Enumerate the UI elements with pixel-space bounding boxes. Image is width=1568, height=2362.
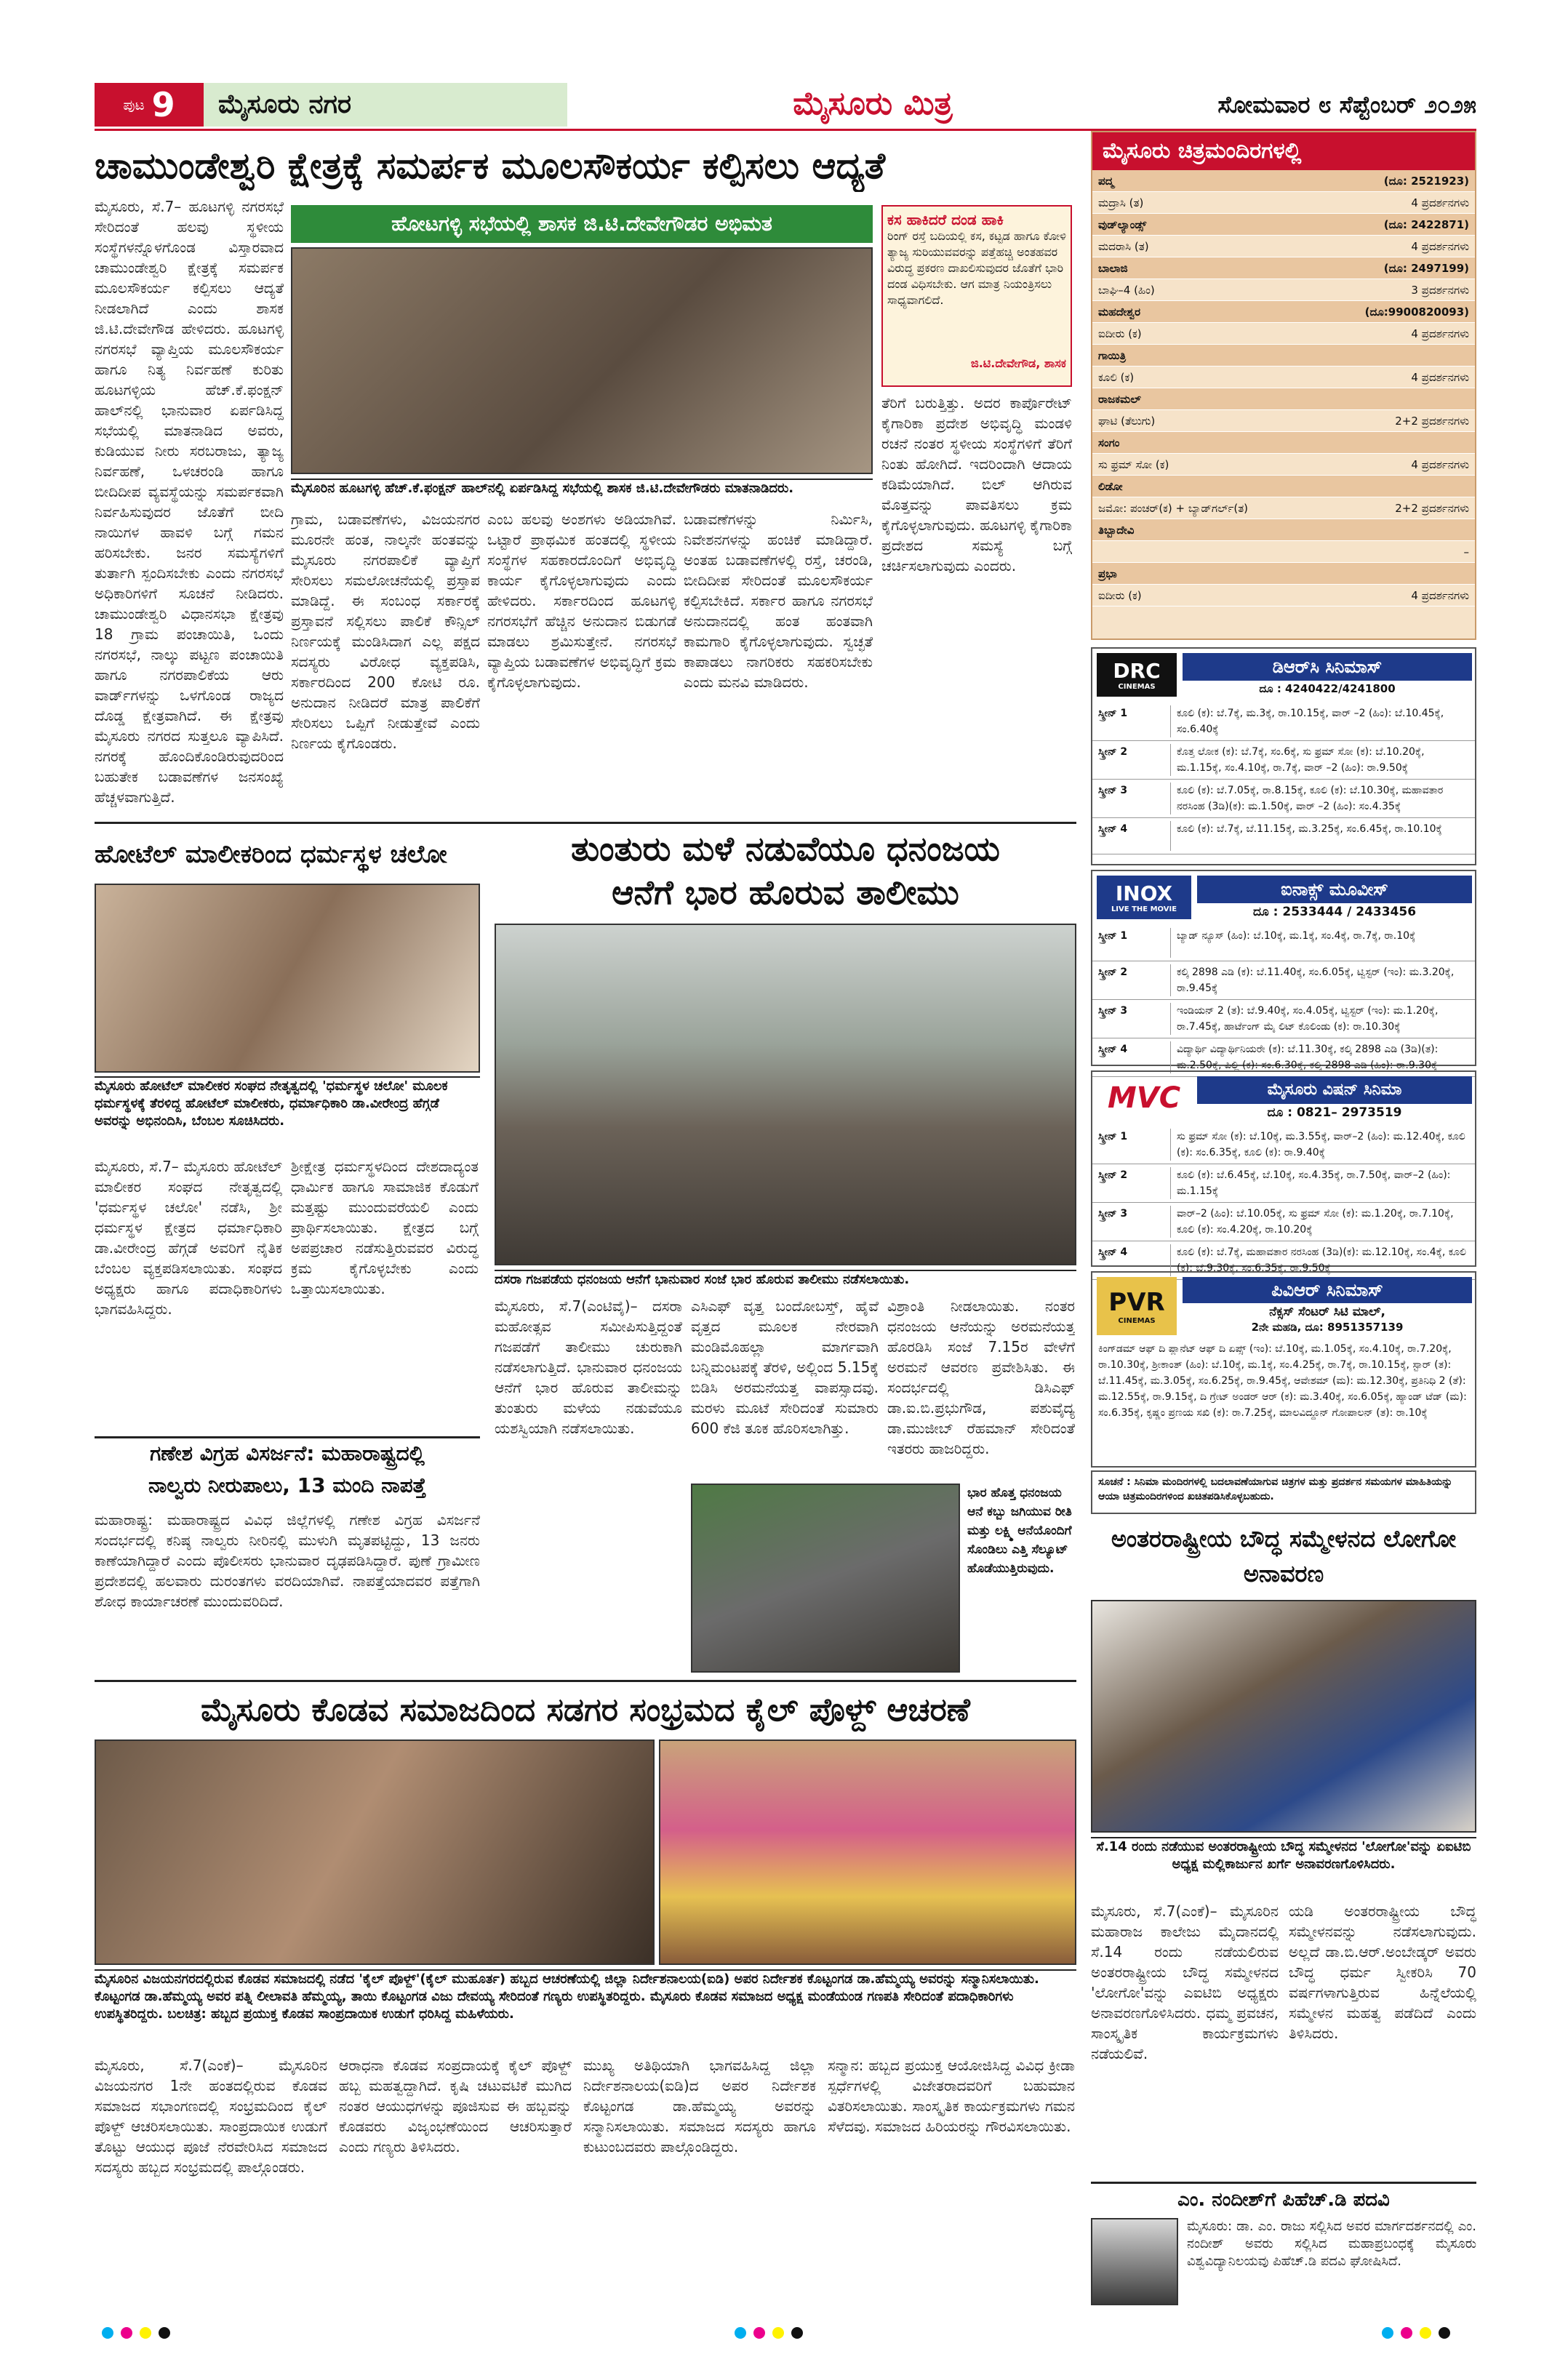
mvc-block bbox=[1091, 1070, 1476, 1274]
screen-label: ಸ್ಕ್ರೀನ್ 1 bbox=[1098, 1129, 1171, 1161]
theatre-name: ಸಂಗಂ bbox=[1098, 436, 1120, 449]
theatre-film: ಐದೀರು (ಕ) bbox=[1098, 588, 1142, 602]
lead-col-4: ಬಡಾವಣೆಗಳನ್ನು ನಿರ್ಮಿಸಿ, ನಿವೇಶನಗಳನ್ನು ಹಂಚಿಕೆ ಮಾಡಿದ್ದಾರೆ. ಅಂತಹ ಬಡಾವಣೆಗಳಲ್ಲಿ ರಸ್ತೆ, ಚರಂಡಿ, ಬೀದಿದೀಪ ಸೇರಿದಂತೆ ಮೂಲಸೌಕರ್ಯ ಕಲ್ಪಿಸಬೇಕಿದೆ. ಸರ್ಕಾರ ಹಾಗೂ ನಗರಸಭೆ ಅನುದಾನದಲ್ಲಿ ಹಂತ ಹಂತವಾಗಿ ಕಾಮಗಾರಿ ಕೈಗೊಳ್ಳಲಾಗುವುದು. ಸ್ವಚ್ಛತೆ ಕಾಪಾಡಲು ನಾಗರಿಕರು ಸಹಕರಿಸಬೇಕು ಎಂದು ಮನವಿ ಮಾಡಿದರು. bbox=[684, 511, 873, 691]
theatre-film: ಮದ್ರಾಸಿ (ತ) bbox=[1098, 196, 1144, 209]
mvc-logo: MVC bbox=[1107, 1081, 1181, 1115]
theatre-shows: 4 ಪ್ರದರ್ಶನಗಳು bbox=[1411, 370, 1469, 384]
fact-box-text: ರಿಂಗ್ ರಸ್ತೆ ಬದಿಯಲ್ಲಿ ಕಸ, ಕಟ್ಟಡ ಹಾಗೂ ಕೋಳಿ ತ್ಯಾಜ್ಯ ಸುರಿಯುವವರನ್ನು ಪತ್ತೆಹಚ್ಚಿ ಅಂತಹವರ ವಿರುದ್ಧ ಪ್ರಕರಣ ದಾಖಲಿಸುವುದರ ಜೊತೆಗೆ ಭಾರಿ ದಂಡ ವಿಧಿಸಬೇಕು. ಆಗ ಮಾತ್ರ ನಿಯಂತ್ರಿಸಲು ಸಾಧ್ಯವಾಗಲಿದೆ. bbox=[887, 229, 1066, 307]
screen-times: ವಾರ್–2 (ಹಿಂ): ಬೆ.10.05ಕ್ಕೆ, ಸು ಫ್ರಮ್ ಸೋ (ಕ): ಮ.1.20ಕ್ಕೆ, ರಾ.7.10ಕ್ಕೆ, ಕೂಲಿ (ಕ): ಸಂ.4.20ಕ್ಕೆ, ರಾ.10.20ಕ್ಕೆ bbox=[1177, 1208, 1454, 1236]
kodava-photo-1 bbox=[95, 1740, 655, 1965]
theatre-name: ವುಡ್‌ಲ್ಯಾಂಡ್ಸ್ bbox=[1098, 217, 1147, 231]
elephant-col-3: ವಿಶ್ರಾಂತಿ ನೀಡಲಾಯಿತು. ನಂತರ ಧನಂಜಯ ಆನೆಯನ್ನು ಅರಮನೆಯತ್ತ ಹೊರಡಿಸಿ ಸಂಜೆ 7.15ರ ವೇಳೆಗೆ ಅರಮನೆ ಆವರಣ ಪ್ರವೇಶಿಸಿತು. ಈ ಸಂದರ್ಭದಲ್ಲಿ ಡಿಸಿಎಫ್ ಡಾ.ಐ.ಬಿ.ಪ್ರಭುಗೌಡ, ಪಶುವೈದ್ಯ ಡಾ.ಮುಜೀಬ್ ರೆಹಮಾನ್ ಸೇರಿದಂತೆ ಇತರರು ಹಾಜರಿದ್ದರು. bbox=[887, 1297, 1075, 1457]
screen-times: ಕೂಲಿ (ಕ): ಬೆ.7ಕ್ಕೆ, ಬೆ.11.15ಕ್ಕೆ, ಮ.3.25ಕ್ಕೆ, ಸಂ.6.45ಕ್ಕೆ, ರಾ.10.10ಕ್ಕೆ bbox=[1177, 823, 1442, 835]
screen-row bbox=[1092, 1203, 1475, 1241]
screen-times: ವಿದ್ಯಾರ್ಥಿ ವಿದ್ಯಾರ್ಥಿನಿಯರೇ (ಕ): ಬೆ.11.30ಕ್ಕೆ, ಕಲ್ಕಿ 2898 ಎಡಿ (3ಡಿ)(ತ): ಮ.2.50ಕ್ಕೆ, ಪಿಲ್ಲಿ (ಕ): ಸಂ.6.30ಕ್ಕೆ, ಕಲ್ಕಿ 2898 ಎಡಿ (ಹಿಂ): ರಾ.9.30ಕ್ಕೆ bbox=[1177, 1044, 1439, 1071]
kodava-photo-2 bbox=[659, 1740, 1076, 1965]
screen-times: ಇಂಡಿಯನ್ 2 (ತ): ಬೆ.9.40ಕ್ಕೆ, ಸಂ.4.05ಕ್ಕೆ, ಟ್ವಿಸ್ಟರ್ (ಇಂ): ಮ.1.20ಕ್ಕೆ, ರಾ.7.45ಕ್ಕೆ, ಹಾರ್ಟೆಂಗ್ ಮೈ ಲಿಟ್ ಕೊಲಿಂಡು (ಕ): ರಾ.10.30ಕ್ಕೆ bbox=[1177, 1005, 1439, 1033]
phd-headline: ಎಂ. ನಂದೀಶ್‌ಗೆ ಪಿಹೆಚ್.ಡಿ ಪದವಿ bbox=[1091, 2182, 1476, 2214]
theatre-show-row bbox=[1092, 323, 1475, 345]
screen-label: ಸ್ಕ್ರೀನ್ 2 bbox=[1098, 1167, 1171, 1199]
pvr-logo bbox=[1097, 1277, 1177, 1335]
inox-schedule bbox=[1092, 925, 1475, 1077]
theatre-film: ಸು ಫ್ರಮ್ ಸೋ (ಕ) bbox=[1098, 457, 1169, 471]
issue-date: ಸೋಮವಾರ ೮ ಸೆಪ್ಟೆಂಬರ್ ೨೦೨೫ bbox=[1217, 91, 1476, 119]
lead-fact-box bbox=[881, 205, 1072, 387]
theatre-name-row bbox=[1092, 257, 1475, 279]
elephant-col-2: ಎಸಿಎಫ್ ವೃತ್ತ ಬಂದೋಬಸ್ತ್, ಹೈವೆ ವೃತ್ತದ ಮೂಲಕ ನೇರವಾಗಿ ಮಂಡಿಮೊಹಲ್ಲಾ ಮಾರ್ಗವಾಗಿ ಬನ್ನಿಮಂಟಪಕ್ಕೆ ತೆರಳಿ, ಅಲ್ಲಿಂದ 5.15ಕ್ಕೆ ಬಿಡಿಸಿ ಅರಮನೆಯತ್ತ ವಾಪಸ್ಸಾದವು. ಮರಳು ಮೂಟೆ ಸೇರಿದಂತೆ ಸುಮಾರು 600 ಕೆಜಿ ತೂಕ ಹೊರಿಸಲಾಗಿತ್ತು. bbox=[691, 1297, 879, 1437]
kodava-caption: ಮೈಸೂರಿನ ವಿಜಯನಗರದಲ್ಲಿರುವ ಕೊಡವ ಸಮಾಜದಲ್ಲಿ ನಡೆದ 'ಕೈಲ್ ಪೊಳ್ದ್'(ಕೈಲ್ ಮುಹೂರ್ತ) ಹಬ್ಬದ ಆಚರಣೆಯಲ್ಲಿ ಜಿಲ್ಲಾ ನಿರ್ದೇಶನಾಲಯ(ಐಡಿ) ಅಪರ ನಿರ್ದೇಶಕ ಕೊಟ್ಟಂಗಡ ಡಾ.ಹೆಮ್ಮಯ್ಯ ಅವರನ್ನು ಸನ್ಮಾನಿಸಲಾಯಿತು. ಕೊಟ್ಟಂಗಡ ಡಾ.ಹೆಮ್ಮಯ್ಯ ಅವರ ಪತ್ನಿ ಲೀಲಾವತಿ ಹೆಮ್ಮಯ್ಯ, ತಾಯಿ ಕೊಟ್ಟಂಗಡ ವಿಜು ದೇವಯ್ಯ ಸೇರಿದಂತೆ ಗಣ್ಯರು ಉಪಸ್ಥಿತರಿದ್ದರು. ಮೈಸೂರು ಕೊಡವ ಸಮಾಜದ ಅಧ್ಯಕ್ಷ ಮಂಡೆಯಂಡ ಗಣಪತಿ ಸೇರಿದಂತೆ ಪದಾಧಿಕಾರಿಗಳು ಉಪಸ್ಥಿತರಿದ್ದರು. ಬಲಚಿತ್ರ: ಹಬ್ಬದ ಪ್ರಯುಕ್ತ ಕೊಡವ ಸಾಂಪ್ರದಾಯಿಕ ಉಡುಗೆ ಧರಿಸಿದ್ದ ಮಹಿಳೆಯರು. bbox=[95, 1969, 1076, 2049]
theatre-shows: 4 ಪ್ರದರ್ಶನಗಳು bbox=[1411, 239, 1469, 253]
inox-block bbox=[1091, 870, 1476, 1071]
lead-col-5: ತೆರಿಗೆ ಬರುತ್ತಿತ್ತು. ಅದರ ಕಾರ್ಪೊರೇಟ್ ಕೈಗಾರಿಕಾ ಪ್ರದೇಶ ಅಭಿವೃದ್ಧಿ ಮಂಡಳಿ ರಚನೆ ನಂತರ ಸ್ಥಳೀಯ ಸಂಸ್ಥೆಗಳಿಗೆ ತೆರಿಗೆ ನಿಂತು ಹೋಗಿದೆ. ಇದರಿಂದಾಗಿ ಆದಾಯ ಕಡಿಮೆಯಾಗಿದೆ. ಬಿಲ್ ಆಗಿರುವ ಮೊತ್ತವನ್ನು ಪಾವತಿಸಲು ಕ್ರಮ ಕೈಗೊಳ್ಳಲಾಗುವುದು. ಹೂಟಗಳ್ಳಿ ಕೈಗಾರಿಕಾ ಪ್ರದೇಶದ ಸಮಸ್ಯೆ ಬಗ್ಗೆ ಚರ್ಚಿಸಲಾಗುವುದು ಎಂದರು. bbox=[881, 394, 1072, 575]
registration-marks-center bbox=[735, 2327, 810, 2342]
screen-label: ಸ್ಕ್ರೀನ್ 4 bbox=[1098, 821, 1171, 851]
elephant-photo-2 bbox=[691, 1484, 960, 1673]
theatre-shows: 4 ಪ್ರದರ್ಶನಗಳು bbox=[1411, 196, 1469, 209]
pvr-address: ನೆಕ್ಸಸ್ ಸೆಂಟರ್ ಸಿಟಿ ಮಾಲ್, bbox=[1269, 1305, 1385, 1319]
cinema-note: ಸೂಚನೆ : ಸಿನಿಮಾ ಮಂದಿರಗಳಲ್ಲಿ ಬದಲಾವಣೆಯಾಗುವ ಚಿತ್ರಗಳ ಮತ್ತು ಪ್ರದರ್ಶನ ಸಮಯಗಳ ಮಾಹಿತಿಯನ್ನು ಆಯಾ ಚಿತ್ರಮಂದಿರಗಳಿಂದ ಖಚಿತಪಡಿಸಿಕೊಳ್ಳಬಹುದು. bbox=[1091, 1470, 1476, 1514]
elephant-caption: ದಸರಾ ಗಜಪಡೆಯ ಧನಂಜಯ ಆನೆಗೆ ಭಾನುವಾರ ಸಂಜೆ ಭಾರ ಹೊರುವ ತಾಲೀಮು ನಡೆಸಲಾಯಿತು. bbox=[495, 1270, 1076, 1292]
cinema-title: ಮೈಸೂರು ಚಿತ್ರಮಂದಿರಗಳಲ್ಲಿ bbox=[1092, 132, 1475, 170]
kodava-col-2: ಆರಾಧನಾ ಕೊಡವ ಸಂಪ್ರದಾಯಕ್ಕೆ ಕೈಲ್ ಪೊಳ್ದ್ ಹಬ್ಬ ಮಹತ್ವದ್ದಾಗಿದೆ. ಕೃಷಿ ಚಟುವಟಿಕೆ ಮುಗಿದ ನಂತರ ಆಯುಧಗಳನ್ನು ಪೂಜಿಸುವ ಈ ಹಬ್ಬವನ್ನು ಕೊಡವರು ವಿಜೃಂಭಣೆಯಿಂದ ಆಚರಿಸುತ್ತಾರೆ ಎಂದು ಗಣ್ಯರು ತಿಳಿಸಿದರು. bbox=[339, 2057, 572, 2155]
theatre-name: ತಿಬ್ಬಾದೇವಿ bbox=[1098, 523, 1135, 537]
theatre-name-row bbox=[1092, 170, 1475, 192]
buddha-photo bbox=[1091, 1600, 1476, 1833]
theatre-shows: 2+2 ಪ್ರದರ್ಶನಗಳು bbox=[1395, 414, 1469, 428]
lead-col-3: ಎಂಬ ಹಲವು ಅಂಶಗಳು ಅಡಿಯಾಗಿವೆ. ಒಟ್ಟಾರೆ ಪ್ರಾಥಮಿಕ ಹಂತದಲ್ಲಿ ಸ್ಥಳೀಯ ಸಂಸ್ಥೆಗಳ ಸಹಕಾರದೊಂದಿಗೆ ಅಭಿವೃದ್ಧಿ ಕಾರ್ಯ ಕೈಗೊಳ್ಳಲಾಗುವುದು ಎಂದು ಹೇಳಿದರು. ಸರ್ಕಾರದಿಂದ ಹೂಟಗಳ್ಳಿ ನಗರಸಭೆಗೆ ಹೆಚ್ಚಿನ ಅನುದಾನ ಬಿಡುಗಡೆ ಮಾಡಲು ಶ್ರಮಿಸುತ್ತೇನೆ. ನಗರಸಭೆ ವ್ಯಾಪ್ತಿಯ ಬಡಾವಣೆಗಳ ಅಭಿವೃದ್ಧಿಗೆ ಕ್ರಮ ಕೈಗೊಳ್ಳಲಾಗುವುದು. bbox=[487, 511, 676, 691]
ganesha-headline-1: ಗಣೇಶ ವಿಗ್ರಹ ವಿಸರ್ಜನೆ: ಮಹಾರಾಷ್ಟ್ರದಲ್ಲಿ bbox=[150, 1441, 425, 1465]
lead-photo-caption: ಮೈಸೂರಿನ ಹೂಟಗಳ್ಳಿ ಹೆಚ್.ಕೆ.ಫಂಕ್ಷನ್ ಹಾಲ್‌ನಲ್ಲಿ ಏರ್ಪಡಿಸಿದ್ದ ಸಭೆಯಲ್ಲಿ ಶಾಸಕ ಜಿ.ಟಿ.ದೇವೇಗೌಡರು ಮಾತನಾಡಿದರು. bbox=[291, 479, 873, 503]
inox-logo-text: INOX bbox=[1115, 881, 1173, 905]
section-title: ಮೈಸೂರು ನಗರ bbox=[204, 83, 567, 127]
screen-times: ಕೂಲಿ (ಕ): ಬೆ.7ಕ್ಕೆ, ಮಹಾವತಾರ ನರಸಿಂಹ (3ಡಿ)(ಕ): ಮ.12.10ಕ್ಕೆ, ಸಂ.4ಕ್ಕೆ, ಕೂಲಿ (ಕ): ಬೆ.9.30ಕ್ಕೆ, ಸಂ.6.35ಕ್ಕೆ, ರಾ.9.50ಕ್ಕೆ bbox=[1177, 1246, 1466, 1274]
screen-row bbox=[1092, 741, 1475, 780]
divider bbox=[95, 1436, 480, 1438]
inox-phone: ದೂ : 2533444 / 2433456 bbox=[1252, 905, 1417, 919]
theatre-show-row bbox=[1092, 192, 1475, 214]
screen-row bbox=[1092, 818, 1475, 854]
page-number-badge bbox=[95, 83, 204, 127]
cinema-panel bbox=[1091, 131, 1476, 640]
drc-logo bbox=[1097, 653, 1177, 697]
pvr-logo-text: PVR bbox=[1108, 1287, 1165, 1317]
theatre-show-row bbox=[1092, 497, 1475, 519]
theatre-name: ಮಹದೇಶ್ವರ bbox=[1098, 305, 1141, 319]
screen-row bbox=[1092, 1000, 1475, 1038]
theatre-name-row bbox=[1092, 563, 1475, 585]
drc-schedule bbox=[1092, 702, 1475, 854]
theatre-film: ಜಮೋ: ಪಂಚರ್(ಕ) + ಬ್ಯಾಡ್‌ಗರ್ಲ್(ತ) bbox=[1098, 501, 1249, 515]
phd-portrait bbox=[1091, 2218, 1178, 2305]
screen-row bbox=[1092, 702, 1475, 741]
lead-col-1: ಮೈಸೂರು, ಸೆ.7– ಹೂಟಗಳ್ಳಿ ನಗರಸಭೆ ಸೇರಿದಂತೆ ಹಲವು ಸ್ಥಳೀಯ ಸಂಸ್ಥೆಗಳನ್ನೊಳಗೊಂಡ ವಿಸ್ತಾರವಾದ ಚಾಮುಂಡೇಶ್ವರಿ ಕ್ಷೇತ್ರಕ್ಕೆ ಸಮರ್ಪಕ ಮೂಲಸೌಕರ್ಯ ಕಲ್ಪಿಸಲು ಆದ್ಯತೆ ನೀಡಲಾಗಿದೆ ಎಂದು ಶಾಸಕ ಜಿ.ಟಿ.ದೇವೇಗೌಡ ಹೇಳಿದರು. ಹೂಟಗಳ್ಳಿ ನಗರಸಭೆ ವ್ಯಾಪ್ತಿಯ ಮೂಲಸೌಕರ್ಯ ಹಾಗೂ ನಿತ್ಯ ನಿರ್ವಹಣೆ ಕುರಿತು ಹೂಟಗಳ್ಳಿಯ ಹೆಚ್.ಕೆ.ಫಂಕ್ಷನ್ ಹಾಲ್‌ನಲ್ಲಿ ಭಾನುವಾರ ಏರ್ಪಡಿಸಿದ್ದ ಸಭೆಯಲ್ಲಿ ಮಾತನಾಡಿದ ಅವರು, ಕುಡಿಯುವ ನೀರು ಸರಬರಾಜು, ತ್ಯಾಜ್ಯ ನಿರ್ವಹಣೆ, ಒಳಚರಂಡಿ ಹಾಗೂ ಬೀದಿದೀಪ ವ್ಯವಸ್ಥೆಯನ್ನು ಸಮರ್ಪಕವಾಗಿ ನಿರ್ವಹಿಸುವುದರ ಜೊತೆಗೆ ಬೀದಿ ನಾಯಿಗಳ ಹಾವಳಿ ಬಗ್ಗೆ ಗಮನ ಹರಿಸಬೇಕು. ಜನರ ಸಮಸ್ಯೆಗಳಿಗೆ ತುರ್ತಾಗಿ ಸ್ಪಂದಿಸಬೇಕು ಎಂದು ನಗರಸಭೆ ಅಧಿಕಾರಿಗಳಿಗೆ ಸೂಚನೆ ನೀಡಿದರು. ಚಾಮುಂಡೇಶ್ವರಿ ವಿಧಾನಸಭಾ ಕ್ಷೇತ್ರವು 18 ಗ್ರಾಮ ಪಂಚಾಯಿತಿ, ಒಂದು ನಗರಸಭೆ, ನಾಲ್ಕು ಪಟ್ಟಣ ಪಂಚಾಯಿತಿ ಹಾಗೂ ನಗರಪಾಲಿಕೆಯ ಆರು ವಾರ್ಡ್‌ಗಳನ್ನು ಒಳಗೊಂಡ ರಾಜ್ಯದ ದೊಡ್ಡ ಕ್ಷೇತ್ರವಾಗಿದೆ. ಈ ಕ್ಷೇತ್ರವು ಮೈಸೂರು ನಗರದ ಸುತ್ತಲೂ ವ್ಯಾಪಿಸಿದೆ. ನಗರಕ್ಕೆ ಹೊಂದಿಕೊಂಡಿರುವುದರಿಂದ ಬಹುತೇಕ ಬಡಾವಣೆಗಳ ಜನಸಂಖ್ಯೆ ಹೆಚ್ಚಳವಾಗುತ್ತಿದೆ. bbox=[95, 198, 284, 806]
screen-times: ಕಲ್ಕಿ 2898 ಎಡಿ (ಕ): ಬೆ.11.40ಕ್ಕೆ, ಸಂ.6.05ಕ್ಕೆ, ಟ್ವಿಸ್ಟರ್ (ಇಂ): ಮ.3.20ಕ್ಕೆ, ರಾ.9.45ಕ್ಕೆ bbox=[1177, 966, 1455, 994]
screen-times: ಕೂಲಿ (ಕ): ಬೆ.6.45ಕ್ಕೆ, ಬೆ.10ಕ್ಕೆ, ಸಂ.4.35ಕ್ಕೆ, ರಾ.7.50ಕ್ಕೆ, ವಾರ್–2 (ಹಿಂ): ಮ.1.15ಕ್ಕೆ bbox=[1177, 1169, 1451, 1197]
elephant-headline-2: ಆನೆಗೆ ಭಾರ ಹೊರುವ ತಾಲೀಮು bbox=[612, 873, 959, 912]
hotel-caption: ಮೈಸೂರು ಹೋಟೆಲ್ ಮಾಲೀಕರ ಸಂಘದ ನೇತೃತ್ವದಲ್ಲಿ 'ಧರ್ಮಸ್ಥಳ ಚಲೋ' ಮೂಲಕ ಧರ್ಮಸ್ಥಳಕ್ಕೆ ತೆರಳಿದ್ದ ಹೋಟೆಲ್ ಮಾಲೀಕರು, ಧರ್ಮಾಧಿಕಾರಿ ಡಾ.ವೀರೇಂದ್ರ ಹೆಗ್ಗಡೆ ಅವರನ್ನು ಅಭಿನಂದಿಸಿ, ಬೆಂಬಲ ಸೂಚಿಸಿದರು. bbox=[95, 1076, 480, 1149]
registration-marks-left bbox=[102, 2327, 177, 2342]
lead-headline: ಚಾಮುಂಡೇಶ್ವರಿ ಕ್ಷೇತ್ರಕ್ಕೆ ಸಮರ್ಪಕ ಮೂಲಸೌಕರ್ಯ ಕಲ್ಪಿಸಲು ಆದ್ಯತೆ bbox=[95, 145, 886, 187]
theatre-name: ಗಾಯಿತ್ರಿ bbox=[1098, 348, 1127, 362]
lead-photo bbox=[291, 247, 873, 474]
drc-logo-text: DRC bbox=[1113, 659, 1161, 683]
registration-marks-right bbox=[1382, 2327, 1457, 2342]
pvr-block bbox=[1091, 1271, 1476, 1468]
elephant-photo bbox=[495, 924, 1076, 1265]
theatre-film: ಮದರಾಸಿ (ತ) bbox=[1098, 239, 1149, 253]
theatre-shows: 4 ಪ್ರದರ್ಶನಗಳು bbox=[1411, 327, 1469, 340]
screen-row bbox=[1092, 780, 1475, 818]
mvc-schedule bbox=[1092, 1126, 1475, 1280]
mvc-phone: ದೂ : 0821– 2973519 bbox=[1267, 1105, 1402, 1120]
theatre-name-row bbox=[1092, 476, 1475, 497]
pvr-phone: 2ನೇ ಮಹಡಿ, ದೂ: 8951357139 bbox=[1251, 1321, 1404, 1334]
pvr-schedule: ಕಿಂಗ್‌ಡಮ್ ಆಫ್ ದಿ ಪ್ಲಾನೆಟ್ ಆಫ್ ದಿ ಏಪ್ಸ್ (ಇಂ): ಬೆ.10ಕ್ಕೆ, ಮ.1.05ಕ್ಕೆ, ಸಂ.4.10ಕ್ಕೆ, ರಾ.7.20ಕ್ಕೆ, ರಾ.10.30ಕ್ಕೆ, ಶ್ರೀಕಾಂತ್ (ಹಿಂ): ಬೆ.10ಕ್ಕೆ, ಮ.1ಕ್ಕೆ, ಸಂ.4.25ಕ್ಕೆ, ರಾ.7ಕ್ಕೆ, ರಾ.10.15ಕ್ಕೆ, ಸ್ಟಾರ್ (ತ): ಬೆ.11.45ಕ್ಕೆ, ಮ.3.05ಕ್ಕೆ, ಸಂ.6.25ಕ್ಕೆ, ರಾ.9.45ಕ್ಕೆ, ಆವೇಶಮ್ (ಮ): ಮ.12.30ಕ್ಕೆ, ಪ್ರತಿನಿಧಿ 2 (ತೆ): ಮ.12.55ಕ್ಕೆ, ರಾ.9.15ಕ್ಕೆ, ದಿ ಗ್ರೇಟ್ ಅಂಡರ್ ಆರ್ (ಕ): ಮ.3.40ಕ್ಕೆ, ಸಂ.6.05ಕ್ಕೆ, ಹ್ಯಾಂಡ್ ಟೆಡ್ (ಮ): ಸಂ.6.35ಕ್ಕೆ, ಕೃಷ್ಣಂ ಪ್ರಣಯ ಸಖಿ (ಕ): ರಾ.7.25ಕ್ಕೆ, ಮಾಲವಿದ್ದೂನ್ ಗೋಪಾಲನ್ (ತ): ರಾ.10ಕ್ಕೆ bbox=[1098, 1343, 1467, 1419]
drc-block bbox=[1091, 647, 1476, 865]
theatre-shows: 4 ಪ್ರದರ್ಶನಗಳು bbox=[1411, 457, 1469, 471]
screen-times: ಕೂಲಿ (ಕ): ಬೆ.7ಕ್ಕೆ, ಮ.3ಕ್ಕೆ, ರಾ.10.15ಕ್ಕೆ, ವಾರ್ –2 (ಹಿಂ): ಬೆ.10.45ಕ್ಕೆ, ಸಂ.6.40ಕ್ಕೆ bbox=[1177, 708, 1444, 735]
theatre-name-row bbox=[1092, 214, 1475, 236]
hotel-headline: ಹೋಟೆಲ್ ಮಾಲೀಕರಿಂದ ಧರ್ಮಸ್ಥಳ ಚಲೋ bbox=[95, 840, 447, 869]
theatre-film: ಘಾಟಿ (ತೆಲುಗು) bbox=[1098, 414, 1156, 428]
screen-label: ಸ್ಕ್ರೀನ್ 1 bbox=[1098, 705, 1171, 737]
theatre-name-row bbox=[1092, 388, 1475, 410]
elephant-headline-1: ತುಂತುರು ಮಳೆ ನಡುವೆಯೂ ಧನಂಜಯ bbox=[571, 829, 1000, 868]
theatre-phone: (ದೂ:9900820093) bbox=[1364, 305, 1469, 319]
theatre-shows: 2+2 ಪ್ರದರ್ಶನಗಳು bbox=[1395, 501, 1469, 515]
kodava-col-4: ಸನ್ಮಾನ: ಹಬ್ಬದ ಪ್ರಯುಕ್ತ ಆಯೋಜಿಸಿದ್ದ ವಿವಿಧ ಕ್ರೀಡಾ ಸ್ಪರ್ಧೆಗಳಲ್ಲಿ ವಿಜೇತರಾದವರಿಗೆ ಬಹುಮಾನ ವಿತರಿಸಲಾಯಿತು. ಸಾಂಸ್ಕೃತಿಕ ಕಾರ್ಯಕ್ರಮಗಳು ಗಮನ ಸೆಳೆದವು. ಸಮಾಜದ ಹಿರಿಯರನ್ನು ಗೌರವಿಸಲಾಯಿತು. bbox=[828, 2057, 1075, 2135]
inox-name: ಐನಾಕ್ಸ್ ಮೂವೀಸ್ bbox=[1197, 876, 1472, 903]
inox-logo bbox=[1097, 876, 1191, 919]
page-label: ಪುಟ bbox=[123, 96, 145, 113]
screen-label: ಸ್ಕ್ರೀನ್ 3 bbox=[1098, 1003, 1171, 1035]
phd-text: ಮೈಸೂರು: ಡಾ. ಎಂ. ರಾಜು ಸಲ್ಲಿಸಿದ ಅವರ ಮಾರ್ಗದರ್ಶನದಲ್ಲಿ ಎಂ. ನಂದೀಶ್ ಅವರು ಸಲ್ಲಿಸಿದ ಮಹಾಪ್ರಬಂಧಕ್ಕೆ ಮೈಸೂರು ವಿಶ್ವವಿದ್ಯಾನಿಲಯವು ಪಿಹೆಚ್.ಡಿ ಪದವಿ ಘೋಷಿಸಿದೆ. bbox=[1187, 2219, 1476, 2269]
screen-label: ಸ್ಕ್ರೀನ್ 3 bbox=[1098, 782, 1171, 814]
buddha-caption: ಸೆ.14 ರಂದು ನಡೆಯುವ ಅಂತರರಾಷ್ಟ್ರೀಯ ಬೌದ್ಧ ಸಮ್ಮೇಳನದ 'ಲೋಗೋ'ವನ್ನು ಏಐಟಿಬಿ ಅಧ್ಯಕ್ಷ ಮಲ್ಲಿಕಾರ್ಜುನ ಖರ್ಗೆ ಅನಾವರಣಗೊಳಿಸಿದರು. bbox=[1091, 1837, 1476, 1895]
fact-box-title: ಕಸ ಹಾಕಿದರೆ ದಂಡ ಹಾಕಿ bbox=[887, 211, 1004, 228]
page-number: 9 bbox=[151, 85, 175, 124]
theatre-show-row bbox=[1092, 279, 1475, 301]
pvr-name: ಪಿವಿಆರ್ ಸಿನಿಮಾಸ್ bbox=[1183, 1277, 1472, 1303]
pvr-logo-sub: CINEMAS bbox=[1118, 1316, 1156, 1325]
ganesha-headline-2: ನಾಲ್ವರು ನೀರುಪಾಲು, 13 ಮಂದಿ ನಾಪತ್ತೆ bbox=[148, 1473, 426, 1497]
lead-col-2: ಗ್ರಾಮ, ಬಡಾವಣೆಗಳು, ವಿಜಯನಗರ ಮೂರನೇ ಹಂತ, ನಾಲ್ಕನೇ ಹಂತವನ್ನು ಮೈಸೂರು ನಗರಪಾಲಿಕೆ ವ್ಯಾಪ್ತಿಗೆ ಸೇರಿಸಲು ಸಮಲೋಚನೆಯಲ್ಲಿ ಪ್ರಸ್ತಾಪ ಮಾಡಿದ್ದೆ. ಈ ಸಂಬಂಧ ಸರ್ಕಾರಕ್ಕೆ ಪ್ರಸ್ತಾವನೆ ಸಲ್ಲಿಸಲು ಪಾಲಿಕೆ ಕೌನ್ಸಿಲ್ ನಿರ್ಣಯಕ್ಕೆ ಮಂಡಿಸಿದಾಗ ಎಲ್ಲ ಪಕ್ಷದ ಸದಸ್ಯರು ವಿರೋಧ ವ್ಯಕ್ತಪಡಿಸಿ, ಸರ್ಕಾರದಿಂದ 200 ಕೋಟಿ ರೂ. ಅನುದಾನ ನೀಡಿದರೆ ಮಾತ್ರ ಪಾಲಿಕೆಗೆ ಸೇರಿಸಲು ಒಪ್ಪಿಗೆ ನೀಡುತ್ತೇವೆ ಎಂದು ನಿರ್ಣಯ ಕೈಗೊಂಡರು. bbox=[291, 511, 480, 752]
kodava-col-3: ಮುಖ್ಯ ಅತಿಥಿಯಾಗಿ ಭಾಗವಹಿಸಿದ್ದ ಜಿಲ್ಲಾ ನಿರ್ದೇಶನಾಲಯ(ಐಡಿ)ದ ಅಪರ ನಿರ್ದೇಶಕ ಕೊಟ್ಟಂಗಡ ಡಾ.ಹೆಮ್ಮಯ್ಯ ಅವರನ್ನು ಸನ್ಮಾನಿಸಲಾಯಿತು. ಸಮಾಜದ ಸದಸ್ಯರು ಹಾಗೂ ಕುಟುಂಬದವರು ಪಾಲ್ಗೊಂಡಿದ್ದರು. bbox=[583, 2057, 816, 2155]
theatre-phone: (ದೂ: 2422871) bbox=[1383, 217, 1469, 231]
theatre-list bbox=[1092, 170, 1475, 606]
hotel-col-2: ಶ್ರೀಕ್ಷೇತ್ರ ಧರ್ಮಸ್ಥಳದಿಂದ ದೇಶದಾದ್ಯಂತ ಧಾರ್ಮಿಕ ಹಾಗೂ ಸಾಮಾಜಿಕ ಕೊಡುಗೆ ಮತ್ತಷ್ಟು ಮುಂದುವರೆಯಲಿ ಎಂದು ಪ್ರಾರ್ಥಿಸಲಾಯಿತು. ಕ್ಷೇತ್ರದ ಬಗ್ಗೆ ಅಪಪ್ರಚಾರ ನಡೆಸುತ್ತಿರುವವರ ವಿರುದ್ಧ ಕ್ರಮ ಕೈಗೊಳ್ಳಬೇಕು ಎಂದು ಒತ್ತಾಯಿಸಲಾಯಿತು. bbox=[291, 1158, 479, 1297]
theatre-show-row bbox=[1092, 454, 1475, 476]
theatre-film: ಬಾಘಿ–4 (ಹಿಂ) bbox=[1098, 283, 1155, 297]
lead-subhead: ಹೋಟಗಳ್ಳಿ ಸಭೆಯಲ್ಲಿ ಶಾಸಕ ಜಿ.ಟಿ.ದೇವೇಗೌಡರ ಅಭಿಮತ bbox=[291, 205, 873, 243]
screen-label: ಸ್ಕ್ರೀನ್ 2 bbox=[1098, 744, 1171, 776]
hotel-photo bbox=[95, 884, 480, 1073]
screen-times: ಸು ಫ್ರಮ್ ಸೋ (ಕ): ಬೆ.10ಕ್ಕೆ, ಮ.3.55ಕ್ಕೆ, ವಾರ್–2 (ಹಿಂ): ಮ.12.40ಕ್ಕೆ, ಕೂಲಿ (ಕ): ಸಂ.6.35ಕ್ಕೆ, ಕೂಲಿ (ಕ): ರಾ.9.40ಕ್ಕೆ bbox=[1177, 1131, 1465, 1158]
screen-times: ಬ್ಯಾಡ್ ನ್ಯೂಸ್ (ಹಿಂ): ಬೆ.10ಕ್ಕೆ, ಮ.1ಕ್ಕೆ, ಸಂ.4ಕ್ಕೆ, ರಾ.7ಕ್ಕೆ, ರಾ.10ಕ್ಕೆ bbox=[1177, 930, 1416, 942]
theatre-film: ಐದೀರು (ಕ) bbox=[1098, 327, 1142, 340]
inox-logo-sub: LIVE THE MOVIE bbox=[1111, 905, 1177, 913]
screen-label: ಸ್ಕ್ರೀನ್ 2 bbox=[1098, 964, 1171, 996]
divider bbox=[95, 822, 1076, 824]
theatre-name-row bbox=[1092, 519, 1475, 541]
theatre-name: ರಾಜಕಮಲ್ bbox=[1098, 392, 1141, 406]
drc-logo-sub: CINEMAS bbox=[1118, 683, 1156, 691]
theatre-shows: 4 ಪ್ರದರ್ಶನಗಳು bbox=[1411, 588, 1469, 602]
theatre-shows: – bbox=[1463, 545, 1469, 559]
elephant-col-1: ಮೈಸೂರು, ಸೆ.7(ಎಂಟಿವೈ)– ದಸರಾ ಮಹೋತ್ಸವ ಸಮೀಪಿಸುತ್ತಿದ್ದಂತೆ ಗಜಪಡೆಗೆ ತಾಲೀಮು ಚುರುಕಾಗಿ ನಡೆಸಲಾಗುತ್ತಿದೆ. ಭಾನುವಾರ ಧನಂಜಯ ಆನೆಗೆ ಭಾರ ಹೊರುವ ತಾಲೀಮನ್ನು ತುಂತುರು ಮಳೆಯ ನಡುವೆಯೂ ಯಶಸ್ವಿಯಾಗಿ ನಡೆಸಲಾಯಿತು. bbox=[495, 1297, 682, 1437]
theatre-name: ಪದ್ಮ bbox=[1098, 174, 1114, 188]
buddha-headline: ಅಂತರರಾಷ್ಟ್ರೀಯ ಬೌದ್ಧ ಸಮ್ಮೇಳನದ ಲೋಗೋ ಅನಾವರಣ bbox=[1111, 1525, 1457, 1588]
buddha-col-1: ಮೈಸೂರು, ಸೆ.7(ಎಂಕೆ)– ಮೈಸೂರಿನ ಮಹಾರಾಜ ಕಾಲೇಜು ಮೈದಾನದಲ್ಲಿ ಸೆ.14 ರಂದು ನಡೆಯಲಿರುವ ಅಂತರರಾಷ್ಟ್ರೀಯ ಬೌದ್ಧ ಸಮ್ಮೇಳನದ 'ಲೋಗೋ'ವನ್ನು ಎಐಟಿಬಿ ಅಧ್ಯಕ್ಷರು ಅನಾವರಣಗೊಳಿಸಿದರು. ಧಮ್ಮ ಪ್ರವಚನ, ಸಾಂಸ್ಕೃತಿಕ ಕಾರ್ಯಕ್ರಮಗಳು ನಡೆಯಲಿವೆ. bbox=[1091, 1902, 1279, 2062]
screen-label: ಸ್ಕ್ರೀನ್ 4 bbox=[1098, 1041, 1171, 1073]
drc-name: ಡಿಆರ್‌ಸಿ ಸಿನಿಮಾಸ್ bbox=[1183, 653, 1472, 681]
theatre-show-row bbox=[1092, 236, 1475, 257]
theatre-phone: (ದೂ: 2521923) bbox=[1383, 174, 1469, 188]
screen-row bbox=[1092, 925, 1475, 961]
theatre-name: ಪ್ರಭಾ bbox=[1098, 567, 1117, 580]
screen-row bbox=[1092, 1126, 1475, 1164]
theatre-show-row bbox=[1092, 367, 1475, 388]
paper-logo: ಮೈಸೂರು ಮಿತ್ರ bbox=[793, 85, 953, 122]
theatre-show-row bbox=[1092, 585, 1475, 606]
theatre-name-row bbox=[1092, 301, 1475, 323]
mvc-name: ಮೈಸೂರು ವಿಷನ್ ಸಿನಿಮಾ bbox=[1197, 1076, 1472, 1104]
theatre-show-row bbox=[1092, 410, 1475, 432]
buddha-col-2: ಯಡಿ ಅಂತರರಾಷ್ಟ್ರೀಯ ಬೌದ್ಧ ಸಮ್ಮೇಳನವನ್ನು ನಡೆಸಲಾಗುವುದು. ಅಲ್ಲದೆ ಡಾ.ಬಿ.ಆರ್.ಅಂಬೇಡ್ಕರ್ ಅವರು ಬೌದ್ಧ ಧರ್ಮ ಸ್ವೀಕರಿಸಿ 70 ವರ್ಷಗಳಾಗುತ್ತಿರುವ ಹಿನ್ನೆಲೆಯಲ್ಲಿ ಸಮ್ಮೇಳನ ಮಹತ್ವ ಪಡೆದಿದೆ ಎಂದು ತಿಳಿಸಿದರು. bbox=[1289, 1902, 1476, 2042]
screen-label: ಸ್ಕ್ರೀನ್ 1 bbox=[1098, 928, 1171, 958]
fact-box-author: ಜಿ.ಟಿ.ದೇವೇಗೌಡ, ಶಾಸಕ bbox=[970, 356, 1066, 370]
divider bbox=[95, 1680, 1076, 1682]
masthead bbox=[95, 79, 1476, 131]
theatre-name-row bbox=[1092, 345, 1475, 367]
theatre-name: ಲಿಡೋ bbox=[1098, 479, 1123, 493]
screen-label: ಸ್ಕ್ರೀನ್ 4 bbox=[1098, 1244, 1171, 1276]
ganesha-text: ಮಹಾರಾಷ್ಟ್ರ: ಮಹಾರಾಷ್ಟ್ರದ ವಿವಿಧ ಜಿಲ್ಲೆಗಳಲ್ಲಿ ಗಣೇಶ ವಿಗ್ರಹ ವಿಸರ್ಜನೆ ಸಂದರ್ಭದಲ್ಲಿ ಕನಿಷ್ಠ ನಾಲ್ವರು ನೀರಿನಲ್ಲಿ ಮುಳುಗಿ ಮೃತಪಟ್ಟಿದ್ದು, 13 ಜನರು ಕಾಣೆಯಾಗಿದ್ದಾರೆ ಎಂದು ಪೊಲೀಸರು ಭಾನುವಾರ ದೃಢಪಡಿಸಿದ್ದಾರೆ. ಪುಣೆ ಗ್ರಾಮೀಣ ಪ್ರದೇಶದಲ್ಲಿ ಹಲವಾರು ದುರಂತಗಳು ವರದಿಯಾಗಿವೆ. ನಾಪತ್ತೆಯಾದವರ ಪತ್ತೆಗಾಗಿ ಶೋಧ ಕಾರ್ಯಾಚರಣೆ ಮುಂದುವರಿದಿದೆ. bbox=[95, 1511, 480, 1610]
hotel-col-1: ಮೈಸೂರು, ಸೆ.7– ಮೈಸೂರು ಹೋಟೆಲ್ ಮಾಲೀಕರ ಸಂಘದ ನೇತೃತ್ವದಲ್ಲಿ 'ಧರ್ಮಸ್ಥಳ ಚಲೋ' ನಡೆಸಿ, ಶ್ರೀ ಧರ್ಮಸ್ಥಳ ಕ್ಷೇತ್ರದ ಧರ್ಮಾಧಿಕಾರಿ ಡಾ.ವೀರೇಂದ್ರ ಹೆಗ್ಗಡೆ ಅವರಿಗೆ ನೈತಿಕ ಬೆಂಬಲ ವ್ಯಕ್ತಪಡಿಸಲಾಯಿತು. ಸಂಘದ ಅಧ್ಯಕ್ಷರು ಹಾಗೂ ಪದಾಧಿಕಾರಿಗಳು ಭಾಗವಹಿಸಿದ್ದರು. bbox=[95, 1158, 282, 1318]
screen-label: ಸ್ಕ್ರೀನ್ 3 bbox=[1098, 1206, 1171, 1238]
screen-row bbox=[1092, 961, 1475, 1000]
kodava-col-1: ಮೈಸೂರು, ಸೆ.7(ಎಂಕೆ)– ಮೈಸೂರಿನ ವಿಜಯನಗರ 1ನೇ ಹಂತದಲ್ಲಿರುವ ಕೊಡವ ಸಮಾಜದ ಸಭಾಂಗಣದಲ್ಲಿ ಸಂಭ್ರಮದಿಂದ ಕೈಲ್ ಪೊಳ್ದ್ ಆಚರಿಸಲಾಯಿತು. ಸಾಂಪ್ರದಾಯಿಕ ಉಡುಗೆ ತೊಟ್ಟು ಆಯುಧ ಪೂಜೆ ನೆರವೇರಿಸಿದ ಸಮಾಜದ ಸದಸ್ಯರು ಹಬ್ಬದ ಸಂಭ್ರಮದಲ್ಲಿ ಪಾಲ್ಗೊಂಡರು. bbox=[95, 2057, 327, 2176]
elephant-side-caption: ಭಾರ ಹೊತ್ತ ಧನಂಜಯ ಆನೆ ಕಬ್ಬು ಜಗಿಯುವ ರೀತಿ ಮತ್ತು ಲಕ್ಷ್ಮಿ ಆನೆಯೊಂದಿಗೆ ಸೊಂಡಿಲು ಎತ್ತಿ ಸೆಲ್ಯೂಟ್ ಹೊಡೆಯುತ್ತಿರುವುದು. bbox=[967, 1486, 1072, 1576]
drc-phone: ದೂ : 4240422/4241800 bbox=[1259, 682, 1396, 695]
screen-row bbox=[1092, 1164, 1475, 1203]
theatre-film: ಕೂಲಿ (ಕ) bbox=[1098, 370, 1135, 384]
theatre-name: ಬಾಲಾಜಿ bbox=[1098, 261, 1128, 275]
theatre-shows: 3 ಪ್ರದರ್ಶನಗಳು bbox=[1411, 283, 1469, 297]
theatre-phone: (ದೂ: 2497199) bbox=[1383, 261, 1469, 275]
screen-times: ಕೊತ್ತ ಲೋಕ (ಕ): ಬೆ.7ಕ್ಕೆ, ಸಂ.6ಕ್ಕೆ, ಸು ಫ್ರಮ್ ಸೋ (ಕ): ಬೆ.10.20ಕ್ಕೆ, ಮ.1.15ಕ್ಕೆ, ಸಂ.4.10ಕ್ಕೆ, ರಾ.7ಕ್ಕೆ, ವಾರ್ –2 (ಹಿಂ): ರಾ.9.50ಕ್ಕೆ bbox=[1177, 746, 1425, 774]
theatre-show-row bbox=[1092, 541, 1475, 563]
theatre-name-row bbox=[1092, 432, 1475, 454]
kodava-headline: ಮೈಸೂರು ಕೊಡವ ಸಮಾಜದಿಂದ ಸಡಗರ ಸಂಭ್ರಮದ ಕೈಲ್ ಪೊಳ್ದ್ ಆಚರಣೆ bbox=[201, 1692, 970, 1729]
screen-times: ಕೂಲಿ (ಕ): ಬೆ.7.05ಕ್ಕೆ, ರಾ.8.15ಕ್ಕೆ, ಕೂಲಿ (ಕ): ಬೆ.10.30ಕ್ಕೆ, ಮಹಾವತಾರ ನರಸಿಂಹ (3ಡಿ)(ಕ): ಮ.1.50ಕ್ಕೆ, ವಾರ್ –2 (ಹಿಂ): ಸಂ.4.35ಕ್ಕೆ bbox=[1177, 785, 1444, 812]
